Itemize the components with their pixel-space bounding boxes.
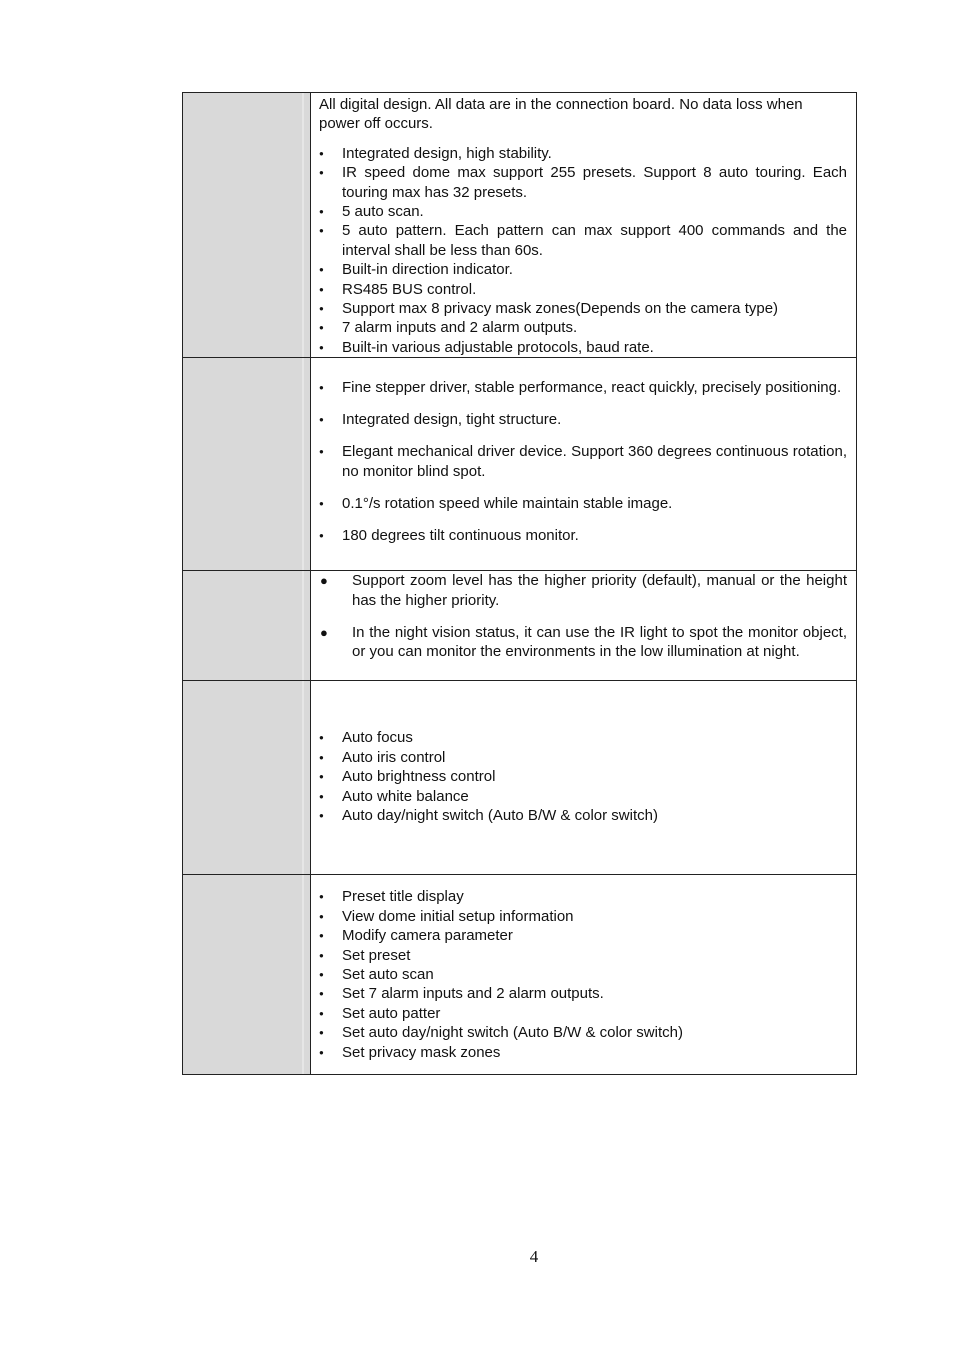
list-item: ● In the night vision status, it can use the IR light to spot the monitor object, or you can monitor the environments in the low illumination at night. (319, 623, 847, 662)
feature-list (319, 728, 847, 825)
list-item: ● 180 degrees tilt continuous monitor. (319, 526, 847, 545)
table-row (183, 875, 857, 1075)
list-item: ● 0.1°/s rotation speed while maintain stable image. (319, 494, 847, 513)
table-row (183, 571, 857, 681)
list-item: ● View dome initial setup information (319, 907, 847, 926)
list-item: ● Set auto day/night switch (Auto B/W & color switch) (319, 1023, 847, 1042)
row-content-cell (311, 681, 857, 875)
list-item: ● 5 auto scan. (319, 202, 847, 221)
list-item: ● Built-in various adjustable protocols, baud rate. (319, 338, 847, 357)
list-item: ● Set preset (319, 946, 847, 965)
list-item: ● Auto day/night switch (Auto B/W & color switch) (319, 806, 847, 825)
list-item: ● Set privacy mask zones (319, 1043, 847, 1062)
list-item: ● Auto focus (319, 728, 847, 747)
row-label-cell (183, 681, 311, 875)
page-number: 4 (529, 1247, 539, 1266)
list-item: ● Auto brightness control (319, 767, 847, 786)
feature-list (319, 571, 847, 661)
row-content-cell (311, 358, 857, 571)
row-label-cell (183, 358, 311, 571)
list-item: ● IR speed dome max support 255 presets. Support 8 auto touring. Each touring max has 32 presets. (319, 163, 847, 202)
row-label-cell (183, 571, 311, 681)
list-item: ● Auto iris control (319, 748, 847, 767)
list-item: ● 7 alarm inputs and 2 alarm outputs. (319, 318, 847, 337)
list-item: ● RS485 BUS control. (319, 280, 847, 299)
list-item: ● Integrated design, high stability. (319, 144, 847, 163)
row-content-cell (311, 93, 857, 358)
list-item: ● Auto white balance (319, 787, 847, 806)
feature-list (319, 378, 847, 545)
intro-text: All digital design. All data are in the connection board. No data loss when power off occurs. (319, 96, 803, 133)
list-item: ● 5 auto pattern. Each pattern can max support 400 commands and the interval shall be less than 60s. (319, 221, 847, 260)
table-row (183, 358, 857, 571)
list-item: ● Built-in direction indicator. (319, 260, 847, 279)
list-item: ● Support max 8 privacy mask zones(Depends on the camera type) (319, 299, 847, 318)
row-content-cell (311, 571, 857, 681)
list-item: ● Preset title display (319, 887, 847, 906)
specification-table (182, 92, 857, 1075)
row-label-cell (183, 875, 311, 1075)
row-label-cell (183, 93, 311, 358)
list-item: ● Elegant mechanical driver device. Support 360 degrees continuous rotation, no monitor blind spot. (319, 442, 847, 481)
row-content-cell (311, 875, 857, 1075)
list-item: ● Set 7 alarm inputs and 2 alarm outputs. (319, 984, 847, 1003)
table-row (183, 681, 857, 875)
list-item: ● Set auto patter (319, 1004, 847, 1023)
feature-list (319, 144, 847, 357)
list-item: ● Set auto scan (319, 965, 847, 984)
list-item: ● Fine stepper driver, stable performance, react quickly, precisely positioning. (319, 378, 847, 397)
list-item: ● Support zoom level has the higher priority (default), manual or the height has the higher priority. (319, 571, 847, 610)
feature-list (319, 887, 847, 1062)
list-item: ● Modify camera parameter (319, 926, 847, 945)
list-item: ● Integrated design, tight structure. (319, 410, 847, 429)
table-row (183, 93, 857, 358)
